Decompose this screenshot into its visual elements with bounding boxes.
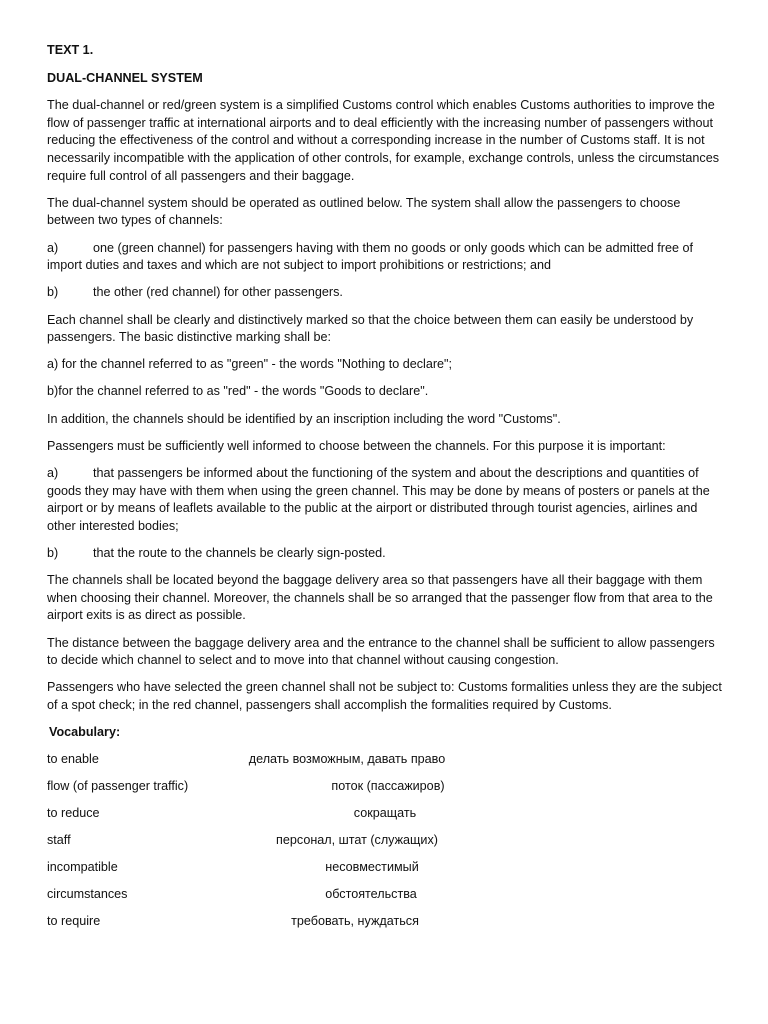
vocabulary-term: flow (of passenger traffic) — [47, 778, 189, 793]
formalities-paragraph: Passengers who have selected the green channel shall not be subject to: Customs formalities unless they are the subject of a spot check; in the red channel, passengers shall accomplish the formalities required by Customs. — [47, 680, 722, 712]
vocabulary-translation: требовать, нуждаться — [291, 913, 419, 928]
vocabulary-translation: обстоятельства — [325, 886, 417, 901]
vocabulary-translation: несовместимый — [325, 859, 419, 874]
list-item-label: a) — [47, 240, 59, 255]
vocabulary-row — [47, 886, 723, 913]
vocabulary-translation: сокращать — [353, 805, 417, 820]
vocabulary-term: to enable — [47, 751, 99, 766]
vocabulary-list — [47, 751, 723, 940]
document-body — [47, 42, 723, 940]
vocabulary-heading: Vocabulary: — [49, 725, 121, 740]
vocabulary-row — [47, 778, 723, 805]
vocabulary-translation: делать возможным, давать право — [248, 751, 446, 766]
list-item-info-a — [47, 465, 723, 535]
marking-green-line: a) for the channel referred to as "green" - the words "Nothing to declare"; — [47, 357, 453, 372]
vocabulary-term: staff — [47, 832, 71, 847]
vocabulary-row — [47, 832, 723, 859]
list-item-text: one (green channel) for passengers having with them no goods or only goods which can be admitted free of import duties and taxes and which are not subject to import prohibitions or restrictions; and — [47, 240, 693, 273]
list-item-text: that the route to the channels be clearly sign-posted. — [93, 546, 386, 560]
vocabulary-row — [47, 751, 723, 778]
list-item-label: a) — [47, 466, 59, 481]
customs-inscription-paragraph: In addition, the channels should be identified by an inscription including the word "Customs". — [47, 411, 561, 426]
operation-paragraph: The dual-channel system should be operated as outlined below. The system shall allow the passengers to choose between two types of channels: — [47, 195, 681, 228]
intro-paragraph: The dual-channel or red/green system is a simplified Customs control which enables Customs authorities to improve the flow of passenger traffic at international airports and to deal efficiently with the increasing number of passengers without reducing the effectiveness of the control and without a corresponding increase in the number of Customs staff. It is not necessarily incompatible with the application of other controls, for example, exchange controls, unless the circumstances require full control of all passengers and their baggage. — [47, 98, 720, 183]
marking-intro-paragraph: Each channel shall be clearly and distinctively marked so that the choice between them can easily be understood by passengers. The basic distinctive marking shall be: — [47, 312, 694, 345]
vocabulary-term: to reduce — [47, 805, 100, 820]
location-paragraph: The channels shall be located beyond the baggage delivery area so that passengers have all their baggage with them when choosing their channel. Moreover, the channels shall be so arranged that the passenger flow from that area to the airport exits is as direct as possible. — [47, 573, 713, 623]
list-item-text: the other (red channel) for other passengers. — [93, 285, 343, 300]
distance-paragraph: The distance between the baggage delivery area and the entrance to the channel shall be sufficient to allow passengers to decide which channel to select and to move into that channel without causing congestion. — [47, 635, 715, 668]
vocabulary-term: circumstances — [47, 886, 128, 901]
vocabulary-row — [47, 859, 723, 886]
list-item-label: b) — [47, 546, 59, 560]
vocabulary-term: incompatible — [47, 859, 118, 874]
vocabulary-row — [47, 805, 723, 832]
text-number-heading: TEXT 1. — [47, 43, 94, 57]
list-item-red-channel — [47, 284, 723, 302]
vocabulary-translation: персонал, штат (служащих) — [276, 832, 438, 847]
vocabulary-translation: поток (пассажиров) — [331, 778, 445, 793]
vocabulary-term: to require — [47, 913, 101, 928]
marking-red-line: b)for the channel referred to as "red" - the words "Goods to declare". — [47, 384, 429, 399]
list-item-info-b — [47, 545, 723, 563]
document-title: DUAL-CHANNEL SYSTEM — [47, 70, 203, 85]
list-item-green-channel — [47, 240, 723, 275]
list-item-text: that passengers be informed about the functioning of the system and about the descriptions and quantities of goods they may have with them when using the green channel. This may be done by means of posters or panels at the airport or by means of leaflets available to the public at the airport or distributed through tourist agencies, airlines and other interested bodies; — [47, 466, 710, 533]
list-item-label: b) — [47, 285, 59, 300]
vocabulary-row — [47, 913, 723, 940]
information-intro-paragraph: Passengers must be sufficiently well informed to choose between the channels. For this purpose it is important: — [47, 438, 666, 453]
